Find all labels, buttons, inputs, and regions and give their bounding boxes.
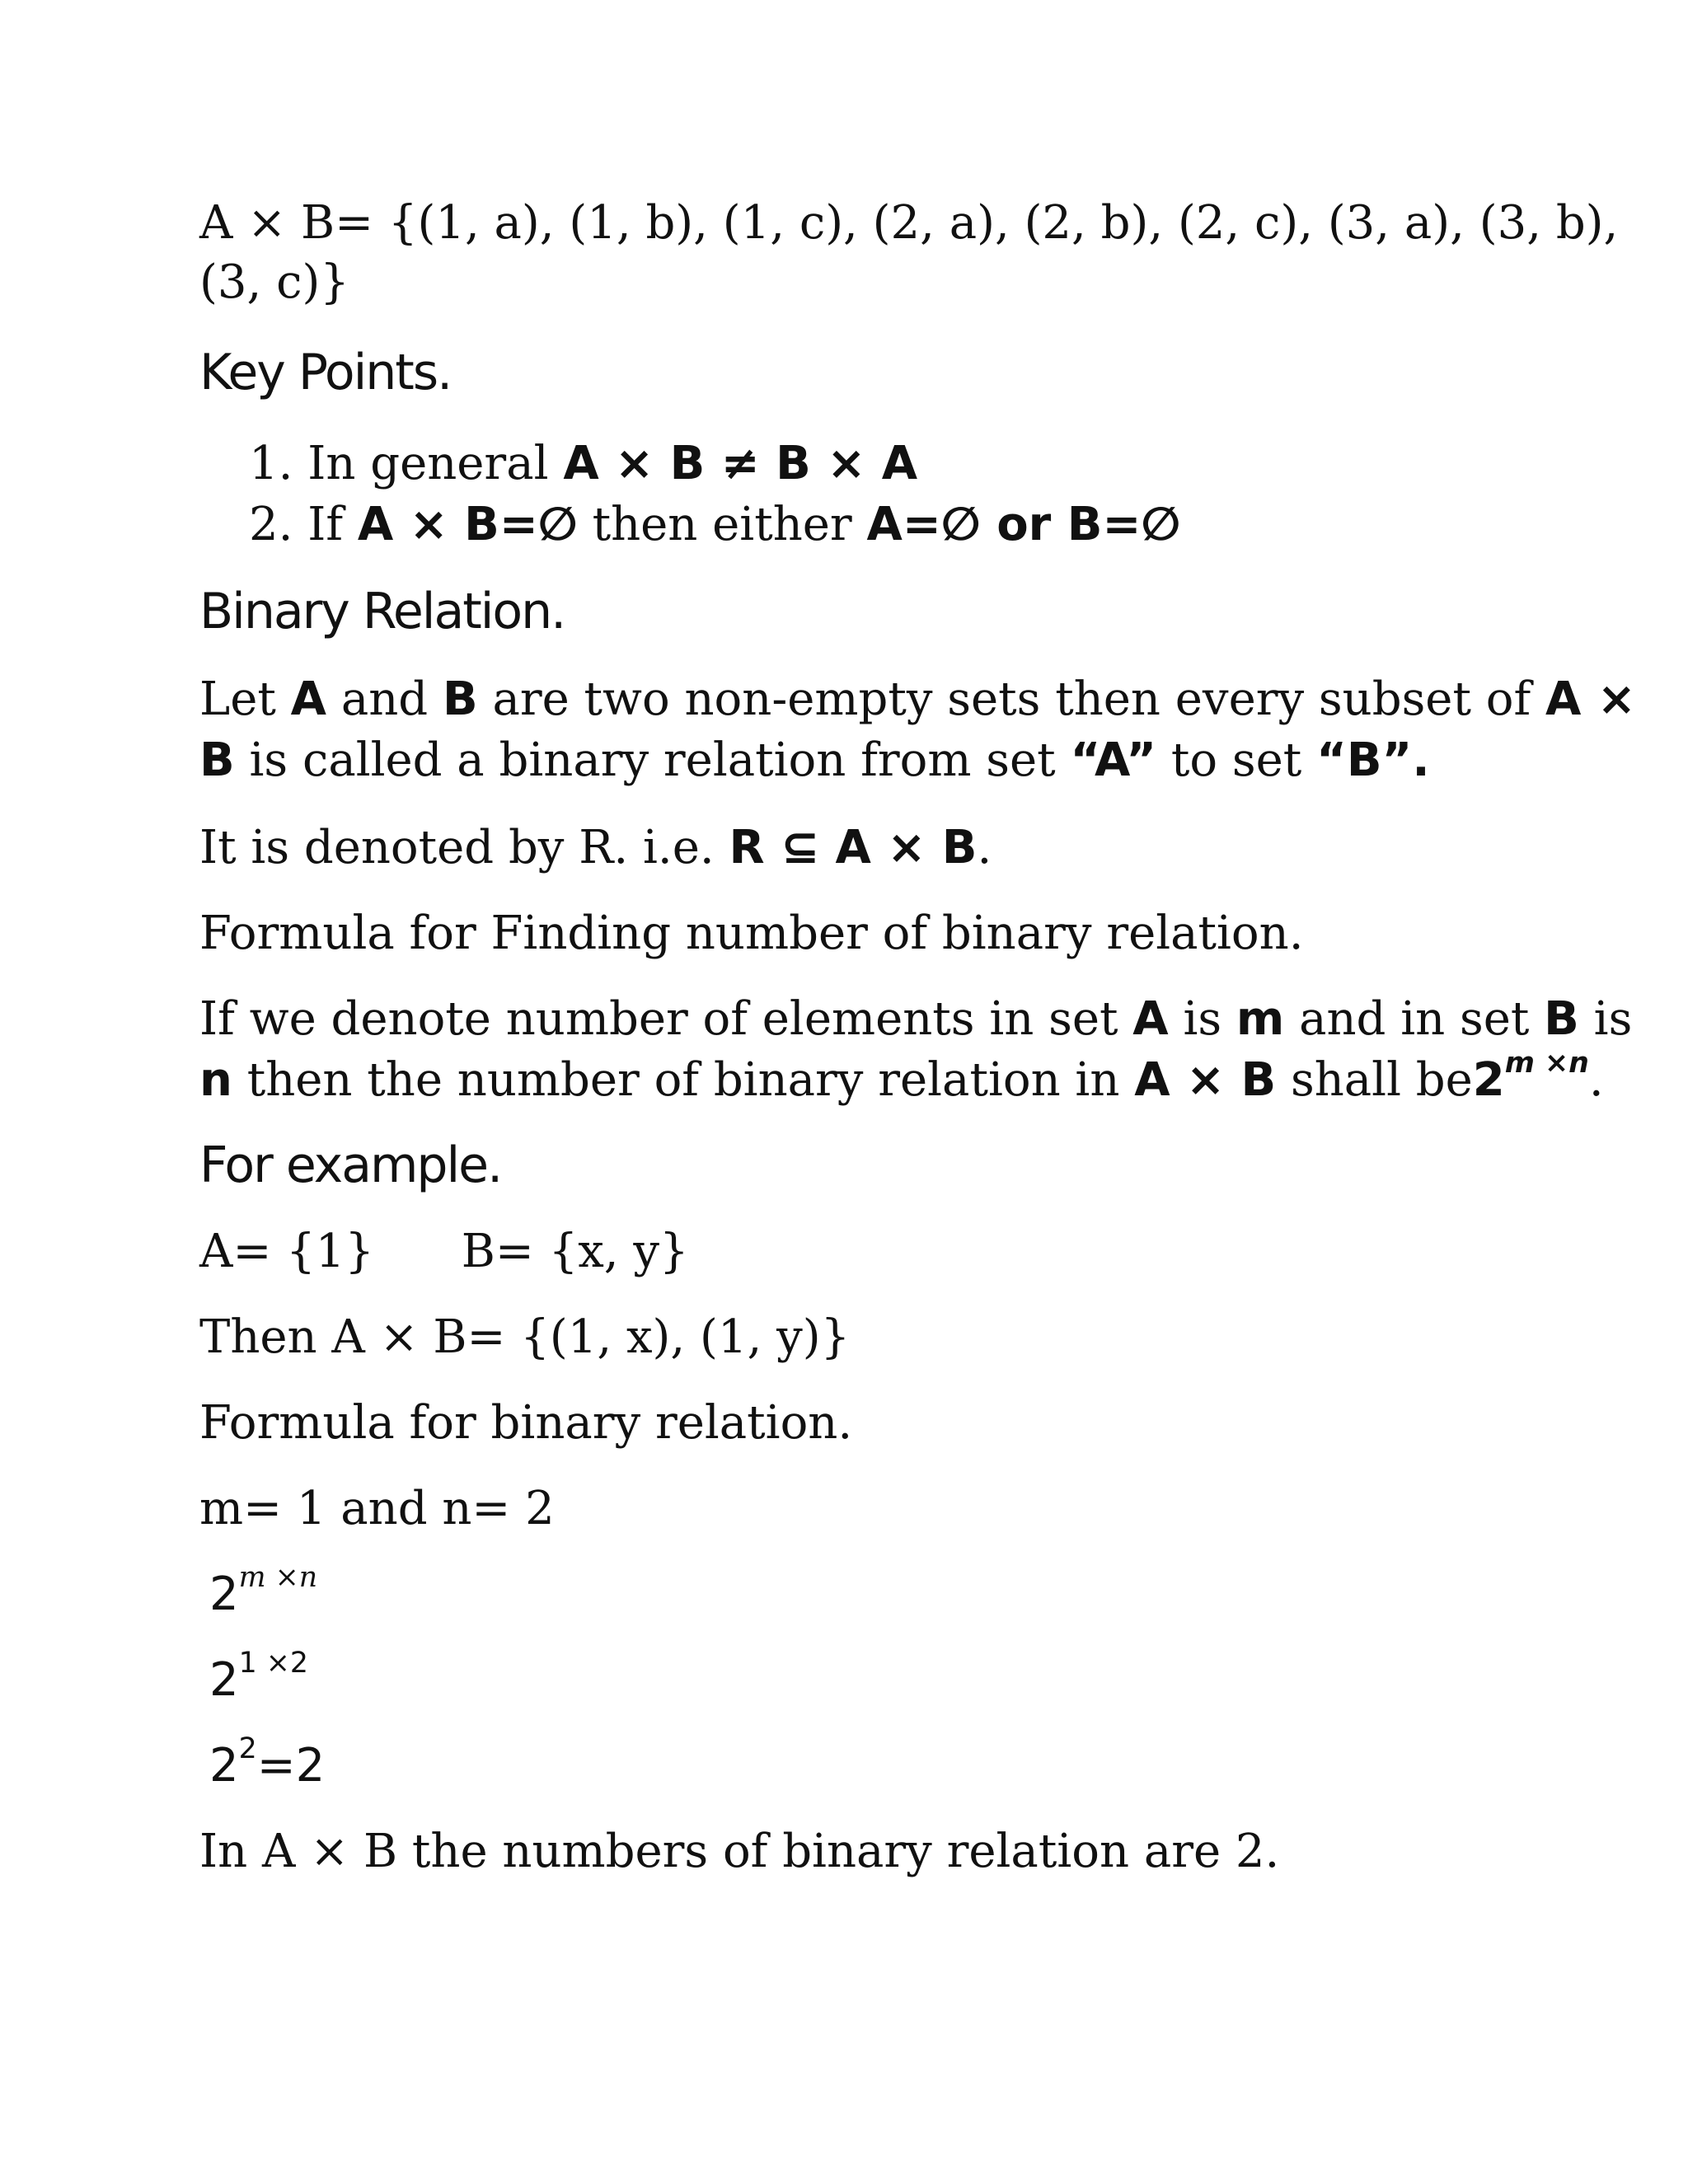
key-point-2-text-before: If bbox=[307, 498, 344, 551]
calc-step-3-exponent: 2 bbox=[238, 1732, 257, 1766]
example-conclusion: In A × B the numbers of binary relation are 2. bbox=[199, 1825, 1280, 1878]
definition-line-2 bbox=[199, 732, 1430, 790]
count-line-2 bbox=[199, 1047, 1604, 1109]
example-set-a: A= {1} bbox=[199, 1225, 375, 1278]
denoted-formula: R ⊆ A × B bbox=[729, 821, 978, 874]
example-product: Then A × B= {(1, x), (1, y)} bbox=[199, 1310, 851, 1364]
calc-step-3-result: =2 bbox=[256, 1739, 326, 1793]
denoted-period: . bbox=[977, 821, 992, 874]
definition-quoted-b: “B”. bbox=[1316, 733, 1430, 787]
denoted-text: It is denoted by R. i.e. bbox=[199, 821, 715, 874]
definition-text: are two non-empty sets then every subset of bbox=[492, 673, 1531, 726]
definition-set-b: B bbox=[442, 673, 478, 726]
count-text: then the number of binary relation in bbox=[246, 1053, 1120, 1107]
count-text: and in set bbox=[1299, 992, 1530, 1046]
cartesian-product-line-2: (3, c)} bbox=[199, 255, 349, 309]
key-point-1 bbox=[249, 435, 917, 493]
key-point-1-formula: A × B ≠ B × A bbox=[563, 437, 918, 490]
calc-step-3 bbox=[209, 1732, 326, 1795]
count-text: is bbox=[1183, 992, 1222, 1046]
calc-step-3-base: 2 bbox=[209, 1739, 239, 1793]
cartesian-product-line-1: A × B= {(1, a), (1, b), (1, c), (2, a), (2, b), (2, c), (3, a), (3, b), bbox=[199, 196, 1619, 250]
calc-step-2-base: 2 bbox=[209, 1653, 239, 1707]
example-heading: For example. bbox=[199, 1137, 502, 1194]
key-point-2-formula-1: A × B=∅ bbox=[357, 498, 578, 551]
count-line-1 bbox=[199, 991, 1632, 1048]
key-point-1-text: In general bbox=[307, 437, 549, 490]
count-set-b: B bbox=[1544, 992, 1579, 1046]
denoted-line bbox=[199, 819, 992, 877]
binary-relation-heading: Binary Relation. bbox=[199, 583, 565, 640]
definition-product: A × bbox=[1545, 673, 1636, 726]
definition-text: to set bbox=[1170, 733, 1302, 787]
key-points-heading: Key Points. bbox=[199, 344, 452, 401]
count-m: m bbox=[1236, 992, 1285, 1046]
count-text: If we denote number of elements in set bbox=[199, 992, 1118, 1046]
calc-step-2-exponent: 1 ×2 bbox=[238, 1647, 308, 1680]
count-period: . bbox=[1588, 1053, 1604, 1107]
calc-step-2 bbox=[209, 1647, 308, 1709]
power-base: 2 bbox=[1472, 1053, 1505, 1107]
key-point-1-number: 1. bbox=[249, 437, 293, 490]
key-point-2-text-middle: then either bbox=[592, 498, 852, 551]
example-values: m= 1 and n= 2 bbox=[199, 1482, 555, 1535]
definition-quoted-a: “A” bbox=[1070, 733, 1157, 787]
key-point-2-formula-2: A=∅ or B=∅ bbox=[866, 498, 1181, 551]
calc-step-1 bbox=[209, 1561, 318, 1624]
count-n: n bbox=[199, 1053, 232, 1107]
power-exponent: m ×n bbox=[1504, 1047, 1589, 1080]
example-sets bbox=[199, 1223, 689, 1281]
definition-line-1 bbox=[199, 671, 1636, 729]
definition-text: and bbox=[340, 673, 429, 726]
calc-step-1-base: 2 bbox=[209, 1568, 239, 1621]
calc-step-1-exponent: m ×n bbox=[238, 1561, 318, 1595]
key-point-2-number: 2. bbox=[249, 498, 293, 551]
example-set-b: B= {x, y} bbox=[461, 1225, 689, 1278]
example-formula-title: Formula for binary relation. bbox=[199, 1396, 853, 1450]
count-text: is bbox=[1593, 992, 1633, 1046]
count-product: A × B bbox=[1134, 1053, 1277, 1107]
definition-text: is called a binary relation from set bbox=[249, 733, 1056, 787]
count-set-a: A bbox=[1132, 992, 1169, 1046]
key-point-2 bbox=[249, 496, 1180, 554]
definition-text: Let bbox=[199, 673, 276, 726]
formula-title: Formula for Finding number of binary relation. bbox=[199, 907, 1304, 960]
definition-set-a: A bbox=[290, 673, 326, 726]
count-power-formula bbox=[1472, 1047, 1589, 1107]
definition-set-b: B bbox=[199, 733, 235, 787]
count-text: shall be bbox=[1290, 1053, 1473, 1107]
